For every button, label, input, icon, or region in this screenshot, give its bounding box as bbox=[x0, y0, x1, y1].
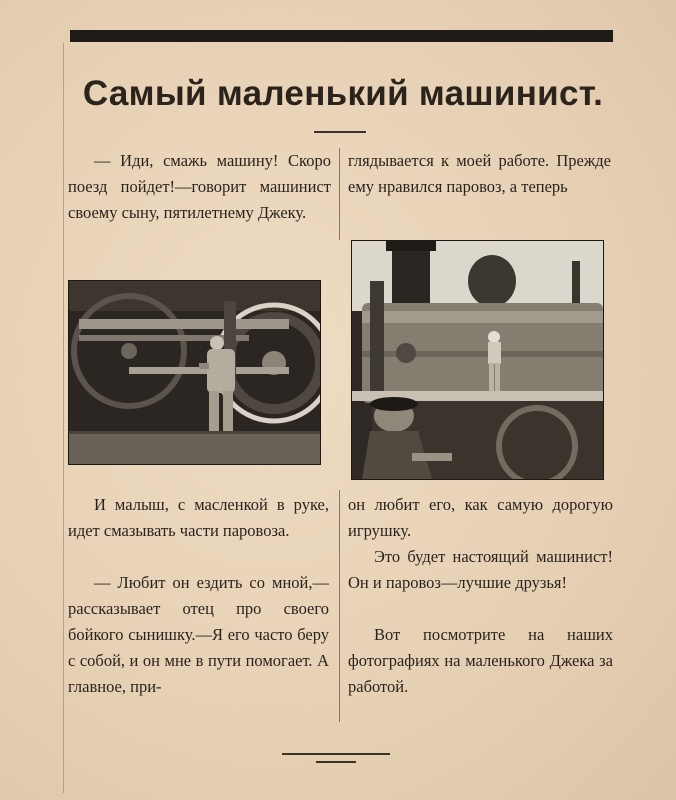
body-right-paragraph-1: он любит его, как самую дорогую игрушку. bbox=[348, 495, 613, 540]
top-rule bbox=[70, 30, 613, 42]
frame-line bbox=[63, 43, 64, 793]
intro-left-paragraph: — Иди, смажь машину! Скоро поезд пойдет!—говорит машинист своему сыну, пятилетнему Джеку. bbox=[68, 151, 331, 222]
bottom-rule bbox=[282, 753, 390, 755]
photo-boy-on-locomotive bbox=[351, 240, 604, 480]
article-title: Самый маленький машинист. bbox=[82, 74, 604, 113]
intro-right-paragraph: глядывается к моей работе. Прежде ему нравился паровоз, а теперь bbox=[348, 151, 611, 196]
body-left-paragraph-2: — Любит он ездить со мной,—рассказывает отец про своего бойкого сынишку.—Я его часто беру с собой, и он мне в пути помогает. А главное, при- bbox=[68, 573, 329, 696]
body-right-paragraph-3: Вот посмотрите на наших фотографиях на маленького Джека за работой. bbox=[348, 625, 613, 696]
photo-boy-oiling-wheels bbox=[68, 280, 321, 465]
body-left-paragraph-1: И малыш, с масленкой в руке, идет смазывать части паровоза. bbox=[68, 495, 329, 540]
column-divider bbox=[339, 148, 340, 240]
column-divider bbox=[339, 490, 340, 722]
body-right-paragraph-2: Это будет настоящий машинист! Он и паровоз—лучшие друзья! bbox=[348, 547, 613, 592]
title-underline bbox=[314, 131, 366, 133]
bottom-rule bbox=[316, 761, 356, 763]
